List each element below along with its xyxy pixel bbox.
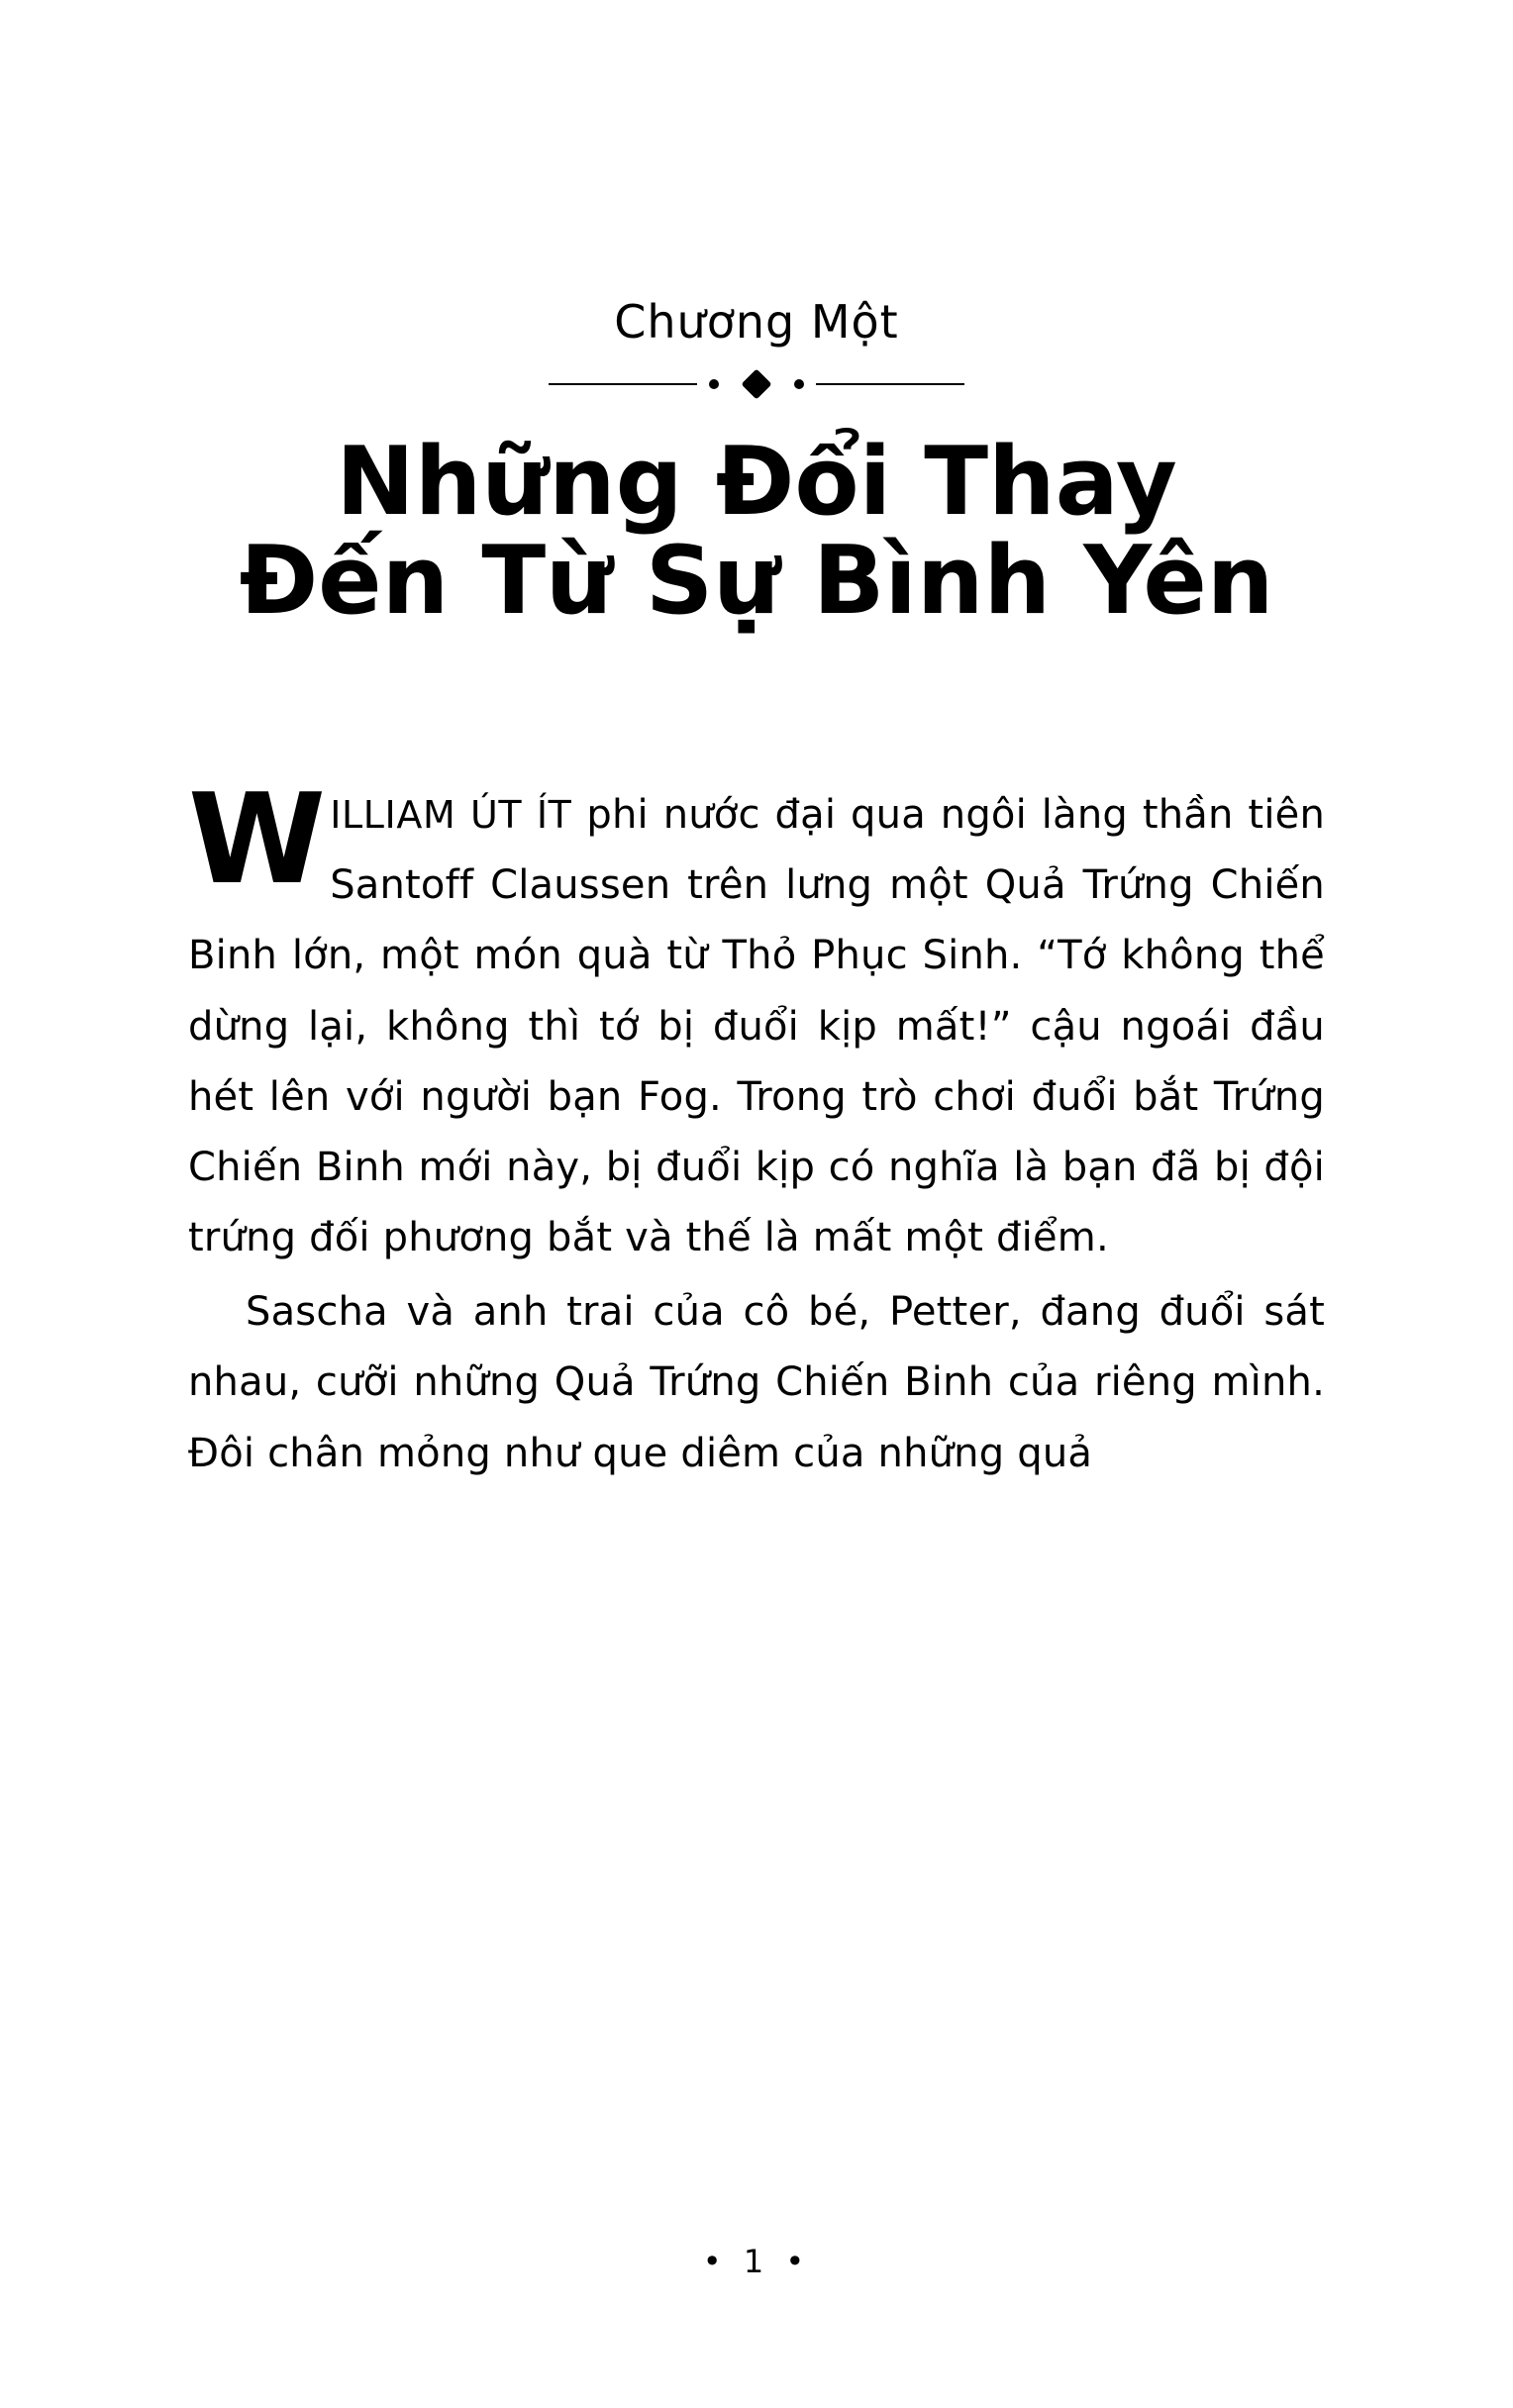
chapter-label: Chương Một: [614, 295, 899, 349]
small-caps-opening: ILLIAM ÚT ÍT: [330, 792, 572, 837]
paragraph-1: [188, 765, 1325, 1273]
body-text: [188, 765, 1325, 1489]
drop-cap: W: [188, 765, 327, 912]
paragraph-2: Sascha và anh trai của cô bé, Petter, đang đuổi sát nhau, cưỡi những Quả Trứng Chiến Binh của riêng mình. Đôi chân mỏng như que diêm của những quả: [188, 1289, 1325, 1476]
chapter-title-line-1: Những Đổi Thay: [336, 427, 1177, 537]
ornament-dot-right: [794, 379, 804, 389]
page-number: • 1 •: [702, 2243, 811, 2280]
ornament-diamond-icon: [741, 368, 771, 399]
diamond-rule-ornament: [549, 369, 964, 399]
paragraph-1-text: phi nước đại qua ngôi làng thần tiên Santoff Claussen trên lưng một Quả Trứng Chiến Binh lớn, một món quà từ Thỏ Phục Sinh. “Tớ không thể dừng lại, không thì tớ bị đuổi kịp mất!” cậu ngoái đầu hét lên với người bạn Fog. Trong trò chơi đuổi bắt Trứng Chiến Binh mới này, bị đuổi kịp có nghĩa là bạn đã bị đội trứng đối phương bắt và thế là mất một điểm.: [188, 791, 1325, 1261]
ornament-rule-right: [816, 383, 964, 385]
page-title: [188, 427, 1325, 637]
ornament-rule-left: [549, 383, 697, 385]
ornament-dot-left: [709, 379, 719, 389]
chapter-title-line-2: Đến Từ Sự Bình Yên: [239, 527, 1274, 637]
page-content: [188, 0, 1325, 2408]
